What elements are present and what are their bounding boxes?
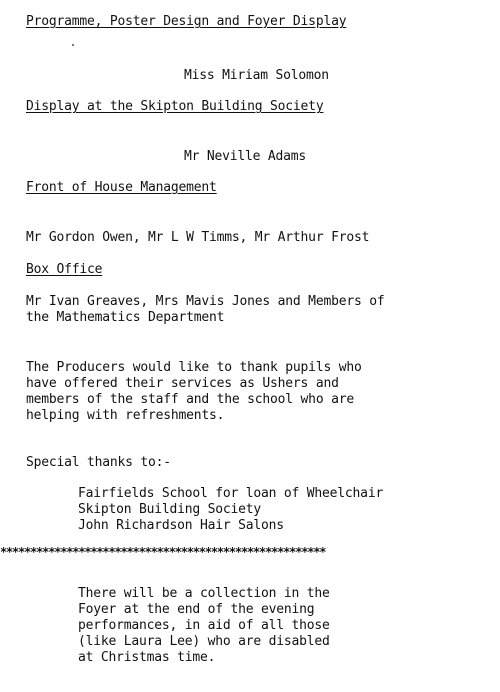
display-heading: Display at the Skipton Building Society xyxy=(26,99,324,114)
thanks-paragraph-line: have offered their services as Ushers and xyxy=(26,376,339,391)
special-thanks-item: Fairfields School for loan of Wheelchair xyxy=(78,486,384,501)
programme-heading: Programme, Poster Design and Foyer Display xyxy=(26,14,347,29)
front-of-house-heading: Front of House Management xyxy=(26,180,217,195)
thanks-paragraph-line: helping with refreshments. xyxy=(26,408,225,423)
scan-speck xyxy=(72,44,74,46)
thanks-paragraph-line: The Producers would like to thank pupils who xyxy=(26,360,362,375)
collection-notice-line: (like Laura Lee) who are disabled xyxy=(78,634,330,649)
collection-notice-line: at Christmas time. xyxy=(78,650,216,665)
special-thanks-item: John Richardson Hair Salons xyxy=(78,518,284,533)
box-office-credit-line: Mr Ivan Greaves, Mrs Mavis Jones and Members of xyxy=(26,294,385,309)
collection-notice-line: Foyer at the end of the evening xyxy=(78,602,315,617)
thanks-paragraph-line: members of the staff and the school who are xyxy=(26,392,354,407)
collection-notice-line: There will be a collection in the xyxy=(78,586,330,601)
box-office-credit-line: the Mathematics Department xyxy=(26,310,225,325)
front-of-house-credit: Mr Gordon Owen, Mr L W Timms, Mr Arthur Frost xyxy=(26,230,370,245)
programme-credit: Miss Miriam Solomon xyxy=(184,68,329,83)
box-office-heading: Box Office xyxy=(26,262,103,277)
display-credit: Mr Neville Adams xyxy=(184,149,307,164)
asterisk-divider: ****************************************************** xyxy=(0,546,326,558)
special-thanks-item: Skipton Building Society xyxy=(78,502,262,517)
collection-notice-line: performances, in aid of all those xyxy=(78,618,330,633)
special-thanks-label: Special thanks to:- xyxy=(26,455,171,470)
